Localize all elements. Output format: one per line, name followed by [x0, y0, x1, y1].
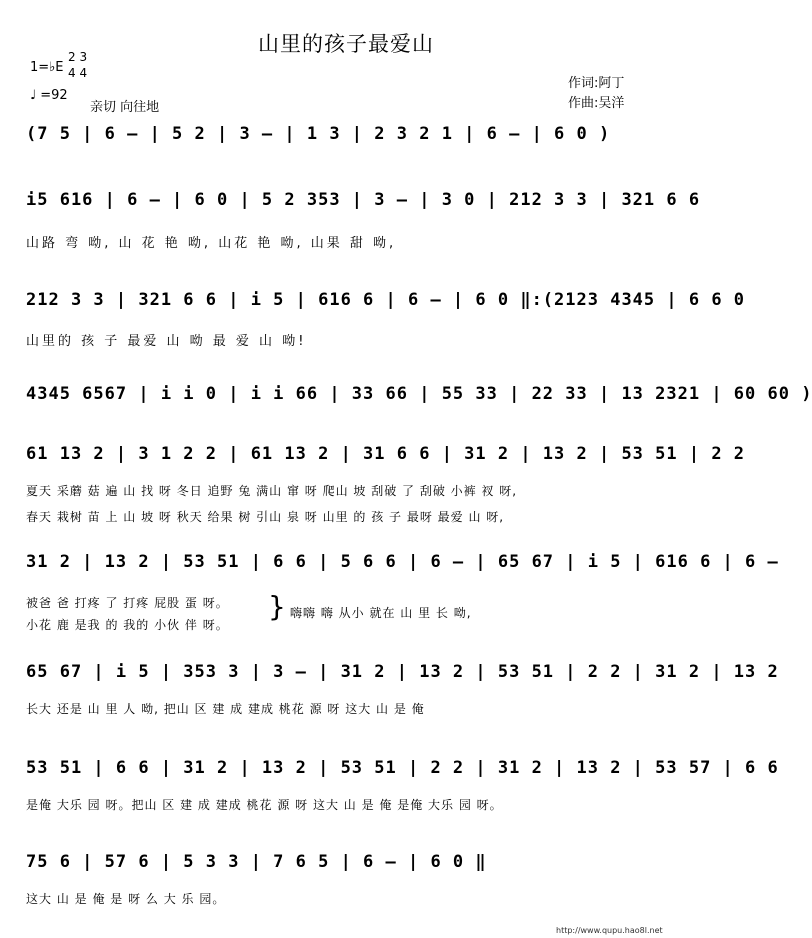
- score-line-5: 61 13 2 | 3 1 2 2 | 61 13 2 | 31 6 6 | 31 2 | 13 2 | 53 51 | 2 2: [26, 444, 746, 464]
- score-line-7: 65 67 | i 5 | 353 3 | 3 – | 31 2 | 13 2 | 53 51 | 2 2 | 31 2 | 13 2: [26, 662, 779, 682]
- lyrics-line-6b: 小花 鹿 是我 的 我的 小伙 伴 呀。: [26, 618, 229, 632]
- lyricist: 作词:阿丁: [568, 76, 625, 91]
- score-line-6: 31 2 | 13 2 | 53 51 | 6 6 | 5 6 6 | 6 – | 65 67 | i 5 | 616 6 | 6 –: [26, 552, 779, 572]
- score-line-8: 53 51 | 6 6 | 31 2 | 13 2 | 53 51 | 2 2 | 31 2 | 13 2 | 53 57 | 6 6: [26, 758, 779, 778]
- meter-top: 2 3: [68, 50, 88, 64]
- lyrics-line-5a: 夏天 采蘑 菇 遍 山 找 呀 冬日 追野 兔 满山 窜 呀 爬山 坡 刮破 了 刮破 小裤 衩 呀,: [26, 484, 518, 498]
- key-signature: 1=♭E: [30, 60, 64, 75]
- tempo-mark: ♩ =92: [30, 88, 68, 103]
- lyrics-line-6-side: 嗨嗨 嗨 从小 就在 山 里 长 呦,: [290, 606, 472, 620]
- score-line-3: 212 3 3 | 321 6 6 | i 5 | 616 6 | 6 – | 6 0 ‖:(2123 4345 | 6 6 0: [26, 290, 746, 310]
- meter-bottom: 4 4: [68, 66, 88, 80]
- lyrics-line-3: 山里的 孩 子 最爱 山 呦 最 爱 山 呦!: [26, 334, 307, 349]
- score-line-4: 4345 6567 | i i 0 | i i 66 | 33 66 | 55 33 | 22 33 | 13 2321 | 60 60 ): [26, 384, 812, 404]
- lyrics-line-5b: 春天 栽树 苗 上 山 坡 呀 秋天 给果 树 引山 泉 呀 山里 的 孩 子 最呀 最爱 山 呀,: [26, 510, 505, 524]
- expression-mark: 亲切 向往地: [90, 100, 160, 115]
- lyrics-line-8: 是俺 大乐 园 呀。把山 区 建 成 建成 桃花 源 呀 这大 山 是 俺 是俺 大乐 园 呀。: [26, 798, 503, 812]
- composer: 作曲:吴洋: [568, 96, 625, 111]
- score-line-9: 75 6 | 57 6 | 5 3 3 | 7 6 5 | 6 – | 6 0 ‖: [26, 852, 487, 872]
- lyrics-line-2: 山路 弯 呦, 山 花 艳 呦, 山花 艳 呦, 山果 甜 呦,: [26, 236, 397, 251]
- score-line-1: (7 5 | 6 – | 5 2 | 3 – | 1 3 | 2 3 2 1 | 6 – | 6 0 ): [26, 124, 611, 144]
- brace-icon: }: [268, 590, 286, 623]
- score-line-2: i5 616 | 6 – | 6 0 | 5 2 353 | 3 – | 3 0 | 212 3 3 | 321 6 6: [26, 190, 701, 210]
- watermark: http://www.qupu.hao8l.net: [556, 926, 663, 935]
- page-title: 山里的孩子最爱山: [258, 32, 434, 56]
- lyrics-line-9: 这大 山 是 俺 是 呀 么 大 乐 园。: [26, 892, 226, 906]
- lyrics-line-6a: 被爸 爸 打疼 了 打疼 屁股 蛋 呀。: [26, 596, 229, 610]
- lyrics-line-7: 长大 还是 山 里 人 呦, 把山 区 建 成 建成 桃花 源 呀 这大 山 是 俺: [26, 702, 425, 716]
